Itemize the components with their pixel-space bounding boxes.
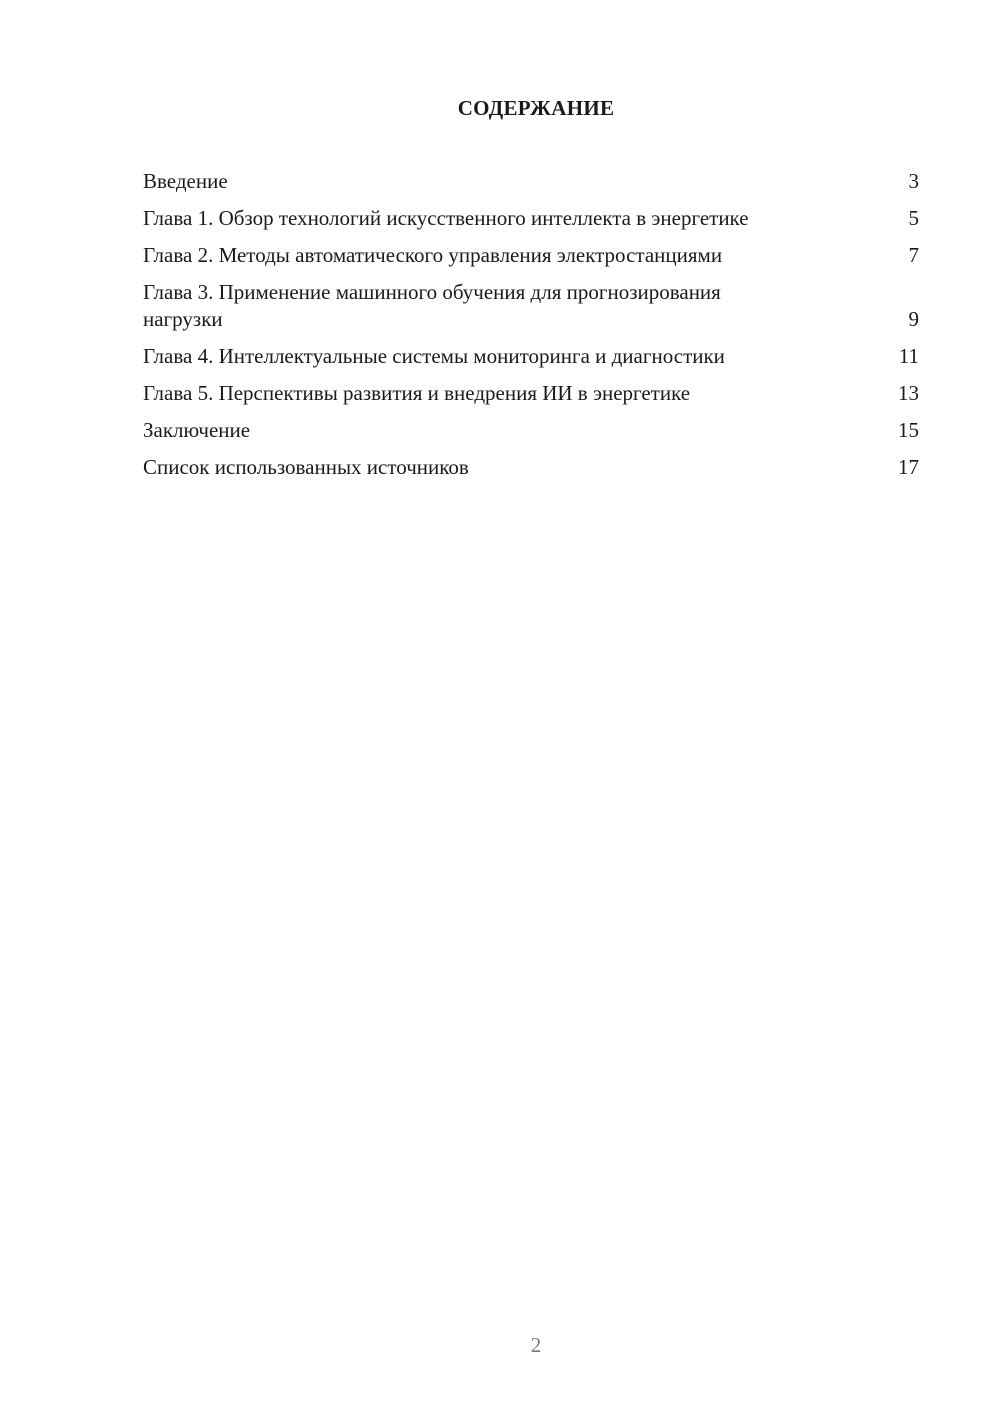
toc-entry [143, 242, 919, 269]
toc-entry-page: 5 [908, 206, 919, 230]
toc-entry-text: Глава 3. Применение машинного обучения для прогнозирования нагрузки [143, 280, 721, 331]
toc-entry-page: 11 [898, 344, 919, 368]
page-title: СОДЕРЖАНИЕ [457, 96, 615, 120]
toc-entry [143, 205, 919, 232]
page-number: 2 [530, 1333, 542, 1357]
toc-entry-text: Глава 2. Методы автоматического управления электростанциями [143, 243, 723, 267]
toc-entry-text: Глава 5. Перспективы развития и внедрения ИИ в энергетике [143, 381, 691, 405]
toc-entry [143, 454, 919, 481]
toc-entry [143, 380, 919, 407]
toc-entry [143, 168, 919, 195]
toc-entry-page: 3 [908, 169, 919, 193]
toc-entry-text: Глава 1. Обзор технологий искусственного интеллекта в энергетике [143, 206, 749, 230]
toc-entry-page: 15 [898, 418, 919, 442]
toc-entry-text: Заключение [143, 418, 251, 442]
toc-entry-text: Список использованных источников [143, 455, 469, 479]
toc-entry [143, 343, 919, 370]
table-of-contents [143, 168, 919, 491]
toc-entry-text: Глава 4. Интеллектуальные системы мониторинга и диагностики [143, 344, 725, 368]
toc-entry [143, 279, 919, 333]
toc-entry-page: 9 [908, 307, 919, 331]
toc-entry [143, 417, 919, 444]
toc-entry-page: 13 [898, 381, 919, 405]
toc-entry-text: Введение [143, 169, 228, 193]
toc-entry-page: 7 [908, 243, 919, 267]
toc-entry-page: 17 [898, 455, 919, 479]
